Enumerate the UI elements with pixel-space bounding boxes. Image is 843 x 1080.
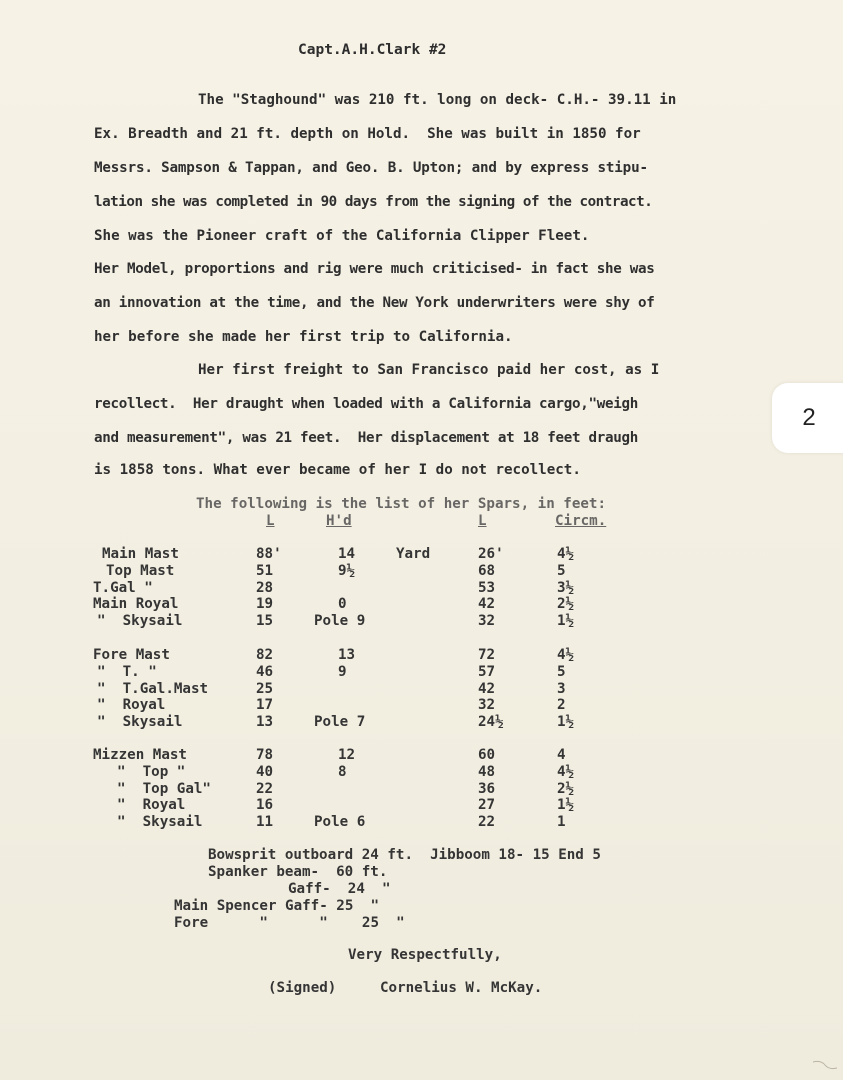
yard-circumference: 2½ — [557, 781, 575, 797]
mast-head: 0 — [338, 596, 347, 612]
mast-length: 88' — [256, 546, 282, 562]
yard-circumference: 2 — [557, 697, 566, 713]
yard-length: 24½ — [478, 714, 504, 730]
body-line: Her first freight to San Francisco paid her cost, as I — [198, 362, 660, 378]
body-line: The "Staghound" was 210 ft. long on deck- C.H.- 39.11 in — [198, 92, 677, 108]
yard-length: 60 — [478, 747, 496, 763]
body-line: She was the Pioneer craft of the California Clipper Fleet. — [94, 228, 590, 244]
spar-name: Main Royal — [93, 596, 179, 612]
other-spar-line: Fore " " 25 " — [174, 915, 405, 931]
mast-length: 22 — [256, 781, 274, 797]
mast-head: Pole 7 — [314, 714, 366, 730]
other-spar-line: Gaff- 24 " — [288, 881, 391, 897]
column-header-yard-circumference: Circm. — [555, 513, 607, 529]
yard-circumference: 5 — [557, 563, 566, 579]
spar-name: Mizzen Mast — [93, 747, 187, 763]
paper-crease-mark — [813, 1058, 837, 1072]
mast-length: 82 — [256, 647, 274, 663]
signature-name: Cornelius W. McKay. — [380, 980, 543, 996]
spar-name: T.Gal " — [93, 580, 153, 596]
mast-length: 17 — [256, 697, 274, 713]
spars-intro: The following is the list of her Spars, in feet: — [196, 496, 606, 512]
mast-head: 13 — [338, 647, 356, 663]
other-spar-line: Main Spencer Gaff- 25 " — [174, 898, 379, 914]
yard-length: 68 — [478, 563, 496, 579]
page-number: 2 — [802, 404, 816, 431]
body-line: recollect. Her draught when loaded with a California cargo,"weigh — [94, 396, 638, 412]
mast-length: 15 — [256, 613, 274, 629]
yard-circumference: 3 — [557, 681, 566, 697]
yard-circumference: 1½ — [557, 797, 575, 813]
mast-head: 12 — [338, 747, 356, 763]
column-header-yard-length: L — [478, 513, 487, 529]
body-line: and measurement", was 21 feet. Her displacement at 18 feet draugh — [94, 430, 638, 446]
page-header-title: Capt.A.H.Clark #2 — [298, 42, 447, 58]
yard-length: 32 — [478, 697, 496, 713]
yard-length: 27 — [478, 797, 496, 813]
yard-length: 32 — [478, 613, 496, 629]
yard-circumference: 2½ — [557, 596, 575, 612]
yard-length: 22 — [478, 814, 496, 830]
mast-head: Pole 9 — [314, 613, 366, 629]
yard-length: 26' — [478, 546, 504, 562]
closing-salutation: Very Respectfully, — [348, 947, 502, 963]
yard-circumference: 3½ — [557, 580, 575, 596]
body-line: Her Model, proportions and rig were much criticised- in fact she was — [94, 261, 655, 277]
body-line: Ex. Breadth and 21 ft. depth on Hold. She was built in 1850 for — [94, 126, 641, 142]
spar-name: " Skysail — [97, 714, 183, 730]
signed-label: (Signed) — [268, 980, 337, 996]
mast-length: 46 — [256, 664, 274, 680]
yard-circumference: 1½ — [557, 613, 575, 629]
yard-circumference: 4½ — [557, 647, 575, 663]
yard-circumference: 4½ — [557, 546, 575, 562]
spar-name: Top Mast — [106, 563, 175, 579]
spar-name: " Royal — [97, 697, 166, 713]
mast-head: Pole 6 — [314, 814, 366, 830]
yard-length: 48 — [478, 764, 496, 780]
mast-head: 8 — [338, 764, 347, 780]
spar-name: " Skysail — [97, 613, 183, 629]
mast-length: 40 — [256, 764, 274, 780]
mast-length: 16 — [256, 797, 274, 813]
mast-length: 11 — [256, 814, 274, 830]
body-line: her before she made her first trip to California. — [94, 329, 513, 345]
spar-name: " Top Gal" — [117, 781, 211, 797]
yard-label: Yard — [396, 546, 431, 562]
yard-length: 53 — [478, 580, 496, 596]
spar-name: " T.Gal.Mast — [97, 681, 209, 697]
mast-head: 9½ — [338, 563, 356, 579]
mast-length: 13 — [256, 714, 274, 730]
yard-length: 42 — [478, 596, 496, 612]
spar-name: " Skysail — [117, 814, 203, 830]
mast-length: 28 — [256, 580, 274, 596]
spar-name: " Royal — [117, 797, 186, 813]
mast-length: 51 — [256, 563, 274, 579]
body-line: lation she was completed in 90 days from the signing of the contract. — [94, 194, 653, 210]
yard-length: 42 — [478, 681, 496, 697]
mast-length: 25 — [256, 681, 274, 697]
page-number-badge — [772, 383, 843, 453]
yard-circumference: 1½ — [557, 714, 575, 730]
column-header-mast-length: L — [266, 513, 275, 529]
yard-circumference: 5 — [557, 664, 566, 680]
mast-head: 14 — [338, 546, 356, 562]
yard-circumference: 1 — [557, 814, 566, 830]
spar-name: Main Mast — [102, 546, 179, 562]
body-line: an innovation at the time, and the New York underwriters were shy of — [94, 295, 655, 311]
yard-circumference: 4½ — [557, 764, 575, 780]
spar-name: Fore Mast — [93, 647, 170, 663]
column-header-mast-head: H'd — [326, 513, 352, 529]
mast-length: 78 — [256, 747, 274, 763]
yard-length: 36 — [478, 781, 496, 797]
mast-length: 19 — [256, 596, 274, 612]
yard-length: 57 — [478, 664, 496, 680]
yard-circumference: 4 — [557, 747, 566, 763]
mast-head: 9 — [338, 664, 347, 680]
spar-name: " T. " — [97, 664, 157, 680]
body-line: is 1858 tons. What ever became of her I do not recollect. — [94, 462, 581, 478]
yard-length: 72 — [478, 647, 496, 663]
body-line: Messrs. Sampson & Tappan, and Geo. B. Upton; and by express stipu- — [94, 160, 648, 176]
other-spar-line: Bowsprit outboard 24 ft. Jibboom 18- 15 End 5 — [208, 847, 601, 863]
other-spar-line: Spanker beam- 60 ft. — [208, 864, 388, 880]
spar-name: " Top " — [117, 764, 186, 780]
